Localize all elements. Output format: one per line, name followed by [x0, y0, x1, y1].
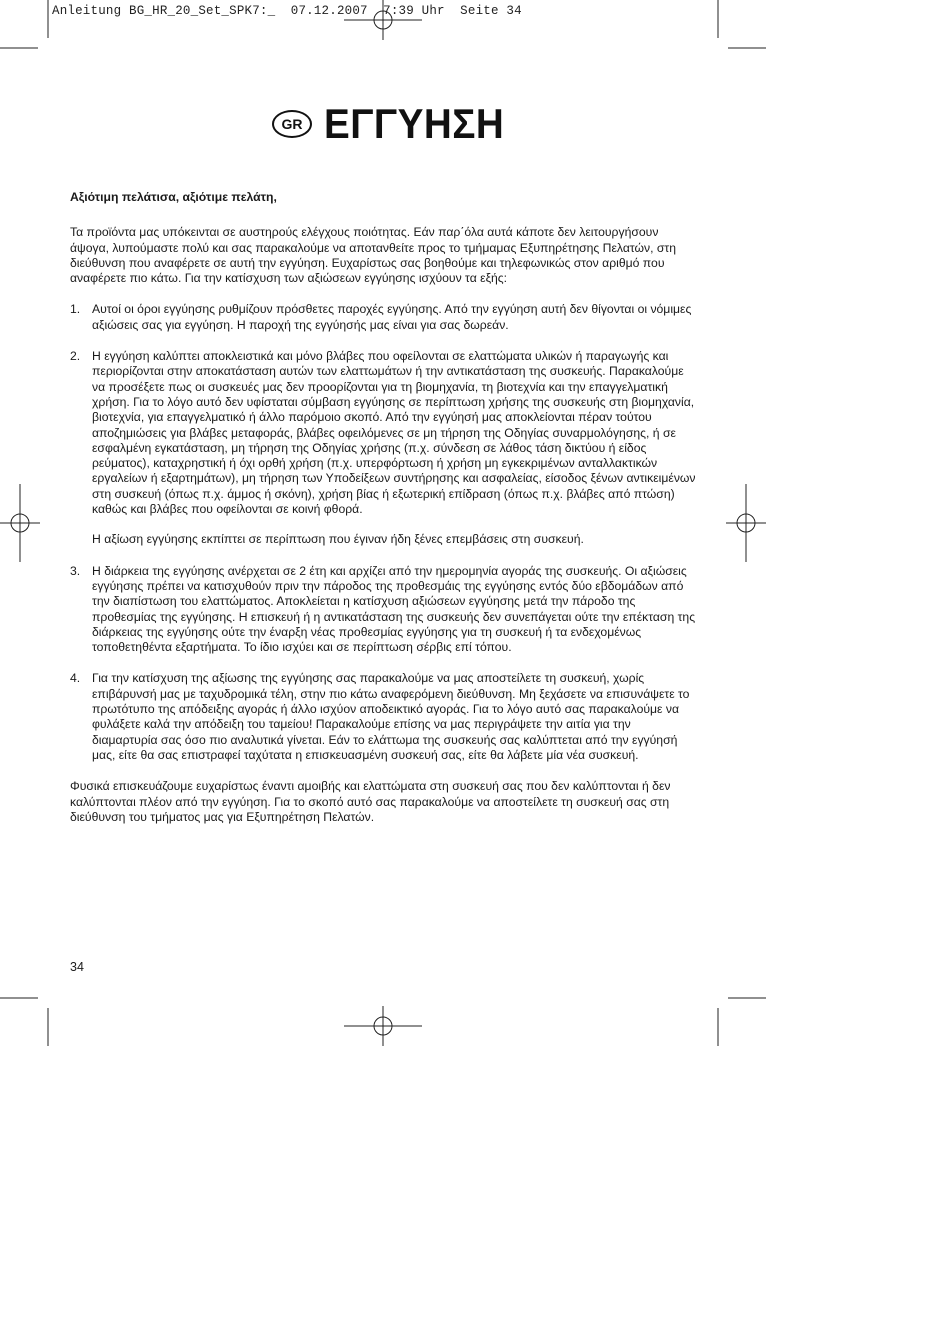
registration-target-bottom: [344, 1006, 422, 1046]
warranty-text: [70, 190, 696, 825]
list-item-text: Η διάρκεια της εγγύησης ανέρχεται σε 2 έτη και αρχίζει από την ημερομηνία αγοράς της συσκευής. Οι αξιώσεις εγγύησης πρέπει να κατισχυθούν πριν την πάροδος της προθεσμάις της εγγύησης εντός δύο εβδομάδων από την διαπίστωση του ελαττώματος. Αποκλείεται η κατίσχυση αξιώσεων εγγύησης μετά την πάροδο της προθεσμίας της εγγύησης. Η επισκευή ή η αντικατάσταση της συσκευής δεν συνεπάγεται ούτε την επέκταση της διάρκειας της εγγύησης ούτε την έναρξη νέας προθεσμίας εγγύησης για τη συσκευή ή τα ενδεχομένως τοποθετηθέντα εξαρτήματα. Το ίδιο ισχύει και σε περίπτωση σέρβις επί τόπου.: [92, 563, 696, 655]
list-item-number: 4.: [70, 671, 81, 686]
list-item: [70, 349, 696, 548]
list-item-number: 3.: [70, 563, 81, 578]
list-item: [70, 671, 696, 763]
registration-target-right: [726, 484, 766, 562]
country-badge: GR: [272, 110, 312, 138]
list-item: [70, 564, 696, 656]
list-item-text: Για την κατίσχυση της αξίωσης της εγγύησης σας παρακαλούμε να μας αποστείλετε τη συσκευή, χωρίς επιβάρυνσή μας με ταχυδρομικά τέλη, στην πιο κάτω αναφερόμενη διεύθυνση. Μη ξεχάσετε να επισυνάψετε το πρωτότυπο της απόδειξης αγοράς ή άλλο ισχύον αποδεικτικό αγοράς. Για το λόγο αυτό σας παρακαλούμε να φυλάξετε καλά την απόδειξη του ταμείου! Παρακαλούμε επίσης να μας περιγράψετε την αιτία για την διαμαρτυρία σας όσο πιο αναλυτικά γίνεται. Εάν το ελάττωμα της συσκευής σας καλύπτεται από την εγγύησή μας, είτε θα σας επιστραφεί ταχύτατα η επισκευασμένη συσκευή σας, είτε θα λάβετε μία νέα συσκευή.: [92, 671, 690, 762]
registration-target-top: [344, 0, 422, 40]
list-item-number: 2.: [70, 349, 81, 364]
page-number: 34: [70, 960, 84, 974]
salutation: Αξιότιμη πελάτισα, αξιότιμε πελάτη,: [70, 190, 277, 204]
list-item-number: 1.: [70, 302, 81, 317]
list-item-subparagraph: Η αξίωση εγγύησης εκπίπτει σε περίπτωση που έγιναν ήδη ξένες επεμβάσεις στη συσκευή.: [92, 532, 584, 547]
closing-paragraph: Φυσικά επισκευάζουμε ευχαρίστως έναντι αμοιβής και ελαττώματα στη συσκευή σας που δεν καλύπτονται ή δεν καλύπτονται πλέον από την εγγύηση. Για το σκοπό αυτό σας παρακαλούμε να αποστείλετε τη συσκευή σας στη διεύθυνση του τμήματος μας για Εξυπηρέτηση Πελατών.: [70, 779, 671, 824]
print-slug: Anleitung BG_HR_20_Set_SPK7:_ 07.12.2007 7:39 Uhr Seite 34: [52, 4, 522, 18]
page-title: ΕΓΓΥΗΣΗ: [324, 100, 505, 147]
warranty-terms-list: [70, 302, 696, 763]
list-item: [70, 302, 696, 333]
registration-target-left: [0, 484, 40, 562]
list-item-text: Η εγγύηση καλύπτει αποκλειστικά και μόνο βλάβες που οφείλονται σε ελαττώματα υλικών ή παραγωγής και περιορίζονται στην αποκατάσταση αυτών των ελαττωμάτων ή την αντικατάσταση της συσκευής. Παρακαλούμε να προσέξετε πως οι συσκευές μας δεν προορίζονται για τη βιομηχανία, τη βιοτεχνία και την επαγγελματική χρήση. Για το λόγο αυτό δεν υφίσταται σύμβαση εγγύησης σε περίπτωση χρήσης της συσκευής στη βιομηχανία, βιοτεχνία, για επαγγελματικό ή άλλο παρόμοιο σκοπό. Από την εγγύησή μας αποκλείονται πέραν τούτου αποζημιώσεις για βλάβες μεταφοράς, βλάβες οφειλόμενες σε μη τήρηση της Οδηγίας συναρμολόγησης, ή σε εσφαλμένη εγκατάσταση, μη τήρηση της Οδηγίας χρήσης (π.χ. σύνδεση σε λάθος τάση δικτύου ή είδος ρεύματος), καταχρηστική ή όχι ορθή χρήση (π.χ. υπερφόρτωση ή χρήση μη εγκεκριμένων ανταλλακτικών εργαλείων ή εξαρτημάτων), μη τήρηση των Υποδείξεων συντήρησης και ασφαλείας, είσοδος ξένων αντικειμένων στη συσκευή (όπως π.χ. άμμος ή σκόνη), χρήση βίας ή εξωτερική επίδραση (όπως π.χ. βλάβες από πτώση) καθώς και βλάβες που οφείλονται σε κοινή φθορά.: [92, 349, 696, 517]
intro-paragraph: Τα προϊόντα μας υπόκεινται σε αυστηρούς ελέγχους ποιότητας. Εάν παρ΄όλα αυτά κάποτε δεν λειτουργήσουν άψογα, λυπούμαστε πολύ και σας παρακαλούμε να αποτανθείτε προς το τμήμαμας Εξυπηρέτησης Πελατών, στη διεύθυνση που αναφέρετε σε αυτή την εγγύηση. Ευχαρίστως σας βοηθούμε και τηλεφωνικώς στον αριθμό που αναφέρετε πιο κάτω. Για την κατίσχυση των αξιώσεων εγγύησης ισχύουν τα εξής:: [70, 225, 677, 286]
page-header: [272, 100, 520, 148]
list-item-text: Αυτοί οι όροι εγγύησης ρυθμίζουν πρόσθετες παροχές εγγύησης. Από την εγγύηση αυτή δεν θίγονται οι νόμιμες αξιώσεις σας για εγγύηση. Η παροχή της εγγύησής μας είναι για σας δωρεάν.: [92, 302, 692, 332]
